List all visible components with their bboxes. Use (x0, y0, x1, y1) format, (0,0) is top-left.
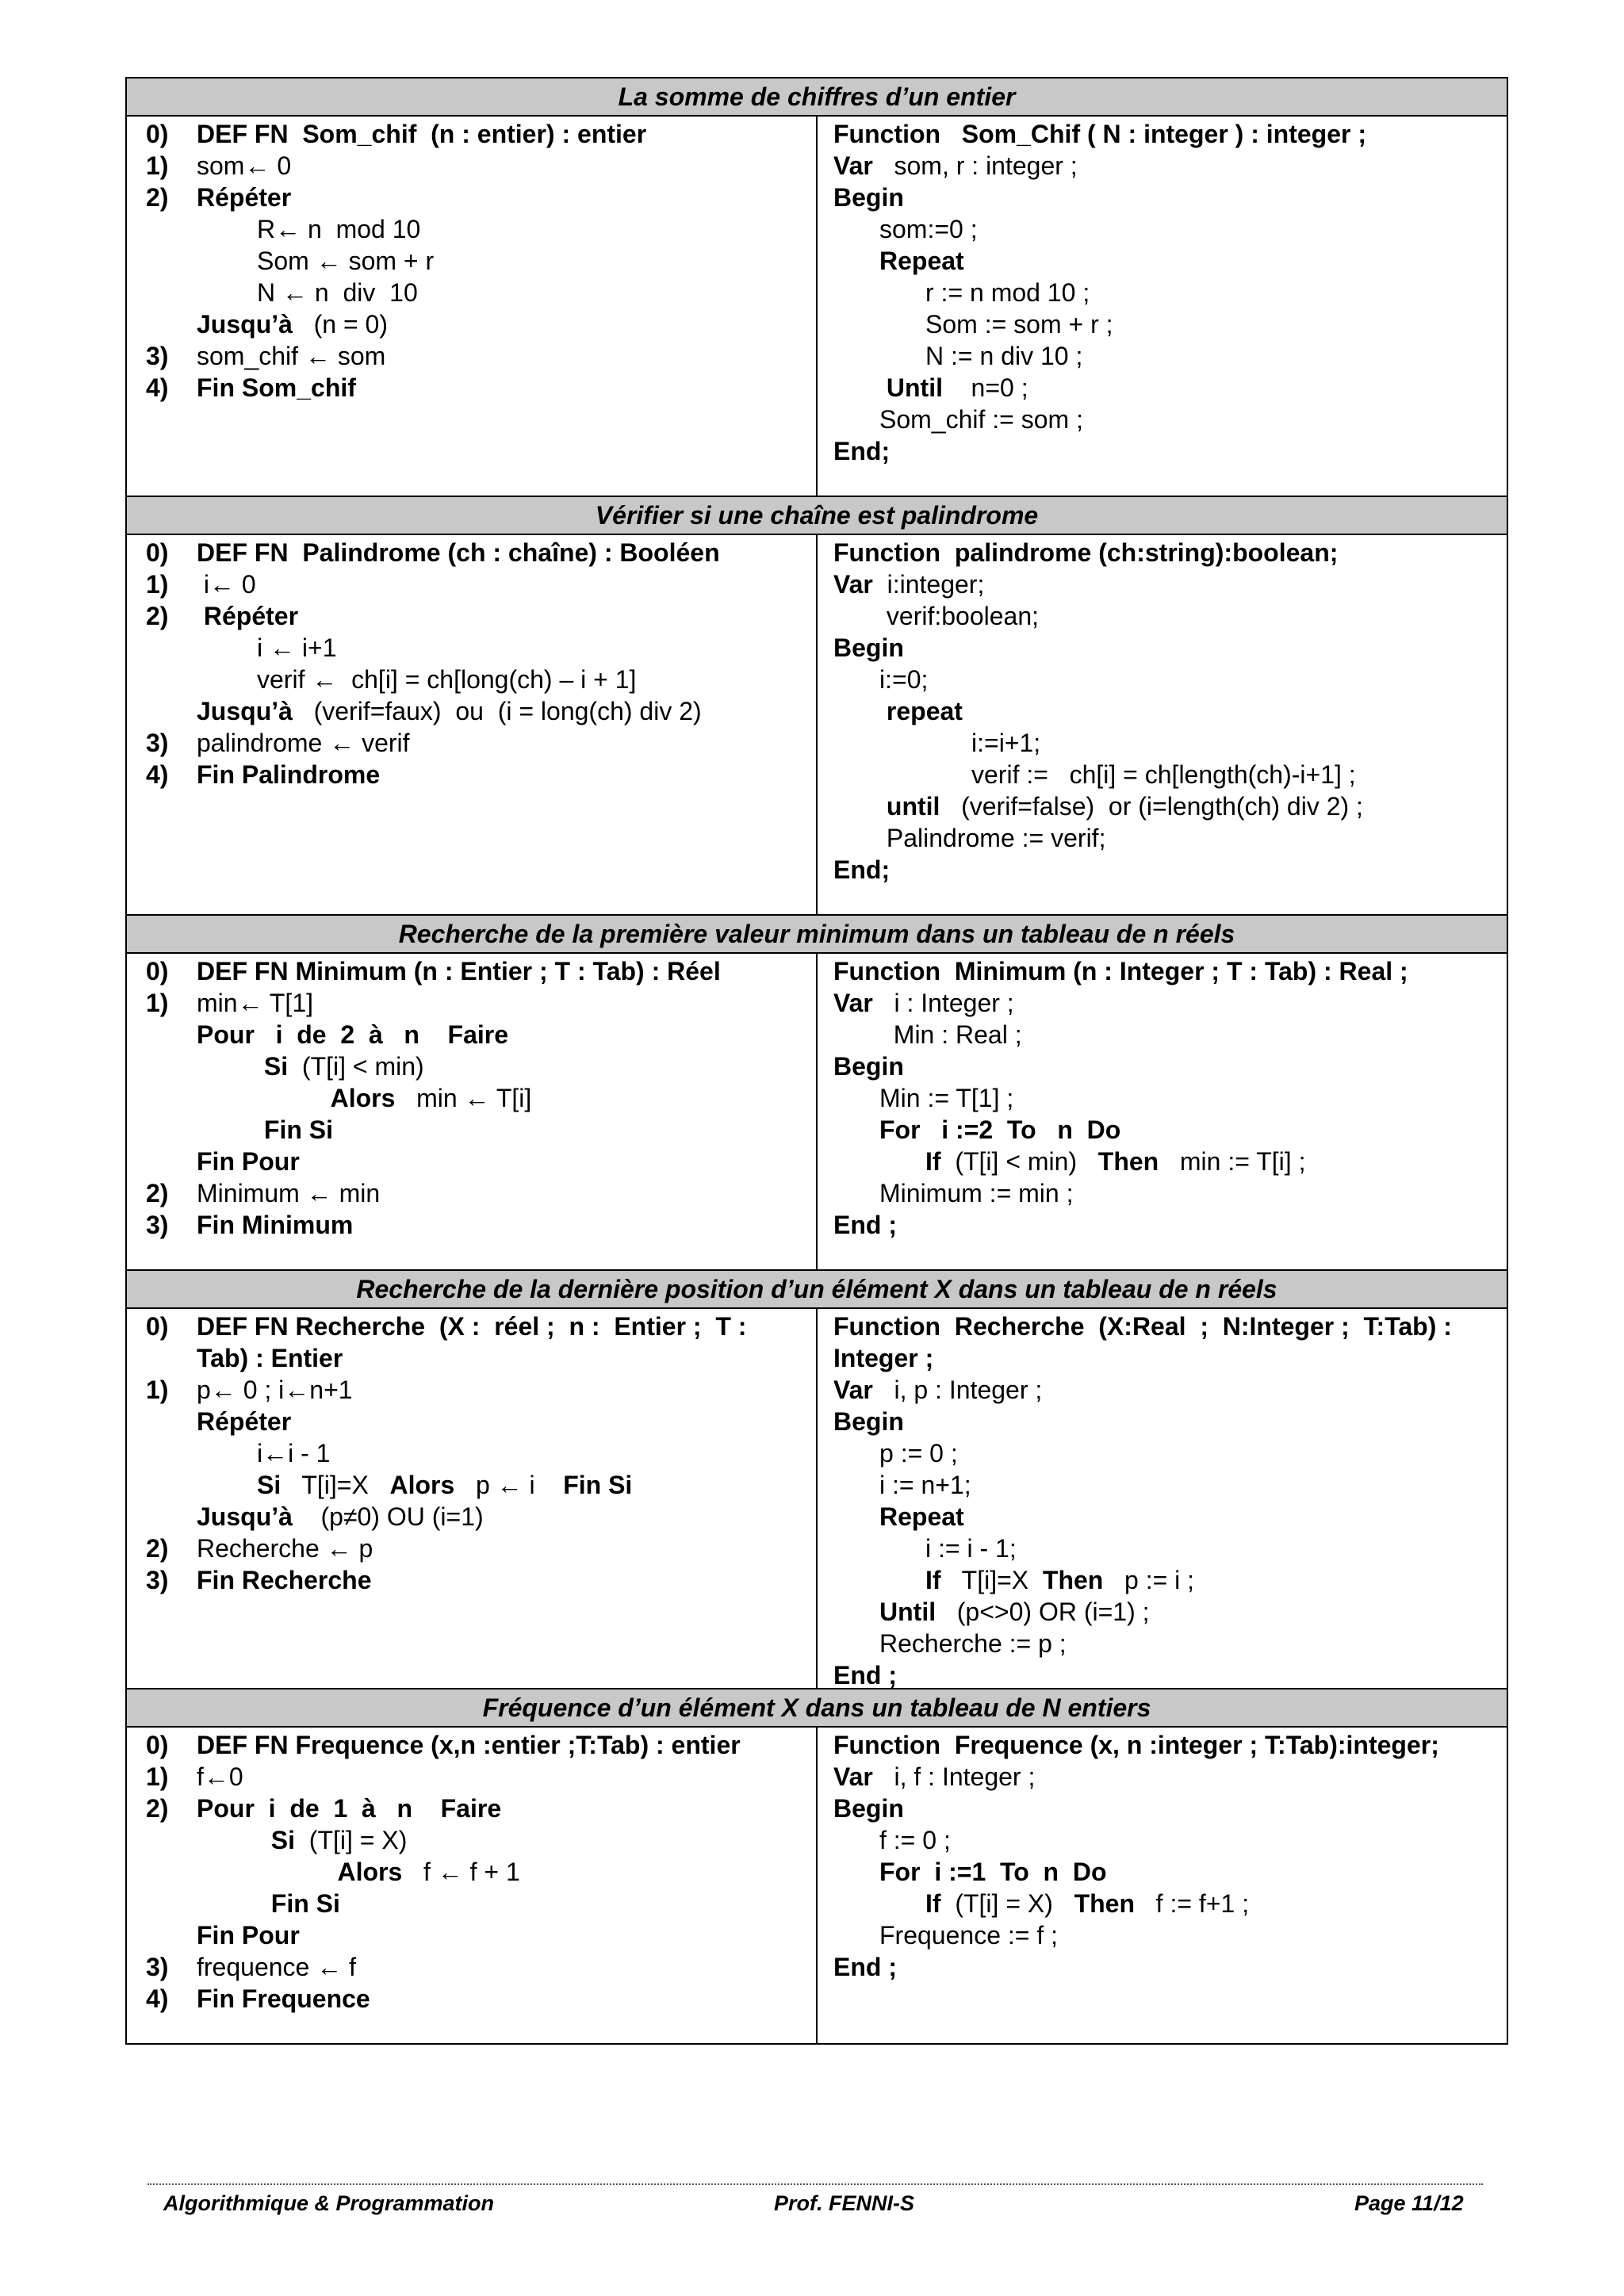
pascal-code-line (833, 955, 1408, 987)
pascal-code-line (925, 308, 1113, 340)
pascal-code-line (879, 1919, 1058, 1951)
code-text: min← T[1] (197, 989, 313, 1017)
footer-page-number: Page 11/12 (1354, 2191, 1464, 2215)
code-text: verif ← ch[i] = ch[long(ch) – i + 1] (257, 665, 637, 694)
code-text: Recherche := p ; (879, 1629, 1067, 1658)
algorithm-code-line (197, 695, 702, 727)
keyword-text: Fin Frequence (197, 1984, 370, 2013)
pascal-code-line (879, 1114, 1120, 1146)
keyword-text: DEF FN Minimum (n : Entier ; T : Tab) : Réel (197, 957, 721, 985)
pascal-code-line (925, 1888, 1249, 1919)
algorithm-code-line (197, 1177, 380, 1209)
keyword-text: Var (833, 989, 873, 1017)
code-text: i ← i+1 (257, 633, 337, 662)
code-text: min := T[i] ; (1159, 1147, 1306, 1176)
keyword-text: Var (833, 1762, 873, 1791)
step-number: 0) (146, 1731, 169, 1759)
pascal-column (817, 116, 1507, 496)
step-number: 2) (146, 602, 169, 630)
keyword-text: Begin (833, 1794, 904, 1823)
code-text: som← 0 (197, 151, 292, 180)
code-text: N := n div 10 ; (925, 342, 1083, 370)
code-text: som, r : integer ; (872, 151, 1078, 180)
section-title: Recherche de la première valeur minimum dans un tableau de n réels (126, 915, 1507, 953)
keyword-text: Until (879, 1598, 936, 1626)
pascal-code-line (879, 213, 978, 245)
algorithm-code-line (257, 1824, 407, 1856)
keyword-text: Function Minimum (n : Integer ; T : Tab) : Real ; (833, 957, 1408, 985)
keyword-text: Fin Pour (197, 1147, 300, 1176)
step-number: 0) (146, 957, 169, 985)
keyword-text: End; (833, 855, 891, 884)
code-text: Som_chif := som ; (879, 405, 1083, 434)
pascal-code-line (879, 1469, 971, 1501)
code-text: n=0 ; (942, 373, 1028, 402)
pascal-code-line (879, 1437, 958, 1469)
keyword-text: Répéter (197, 183, 292, 212)
code-text: (T[i] = X) (295, 1826, 408, 1854)
pascal-code-line (971, 727, 1040, 759)
section-title: La somme de chiffres d’un entier (126, 78, 1507, 116)
code-text: Som := som + r ; (925, 310, 1113, 339)
keyword-text: Répéter (197, 1407, 292, 1436)
pascal-code-line (833, 632, 904, 664)
algorithm-code-line (257, 1437, 330, 1469)
keyword-text: DEF FN Frequence (x,n :entier ;T:Tab) : entier (197, 1731, 741, 1759)
step-number: 3) (146, 729, 169, 757)
code-text: (T[i] = X) (940, 1889, 1074, 1918)
keyword-text: Fin Si (257, 1115, 333, 1144)
algorithm-code-line (197, 955, 721, 987)
algorithm-column (126, 1308, 817, 1689)
pascal-column (817, 1727, 1507, 2044)
keyword-text: Fin Som_chif (197, 373, 356, 402)
algorithm-code-line (197, 1983, 370, 2015)
pascal-code-line (833, 1951, 897, 1983)
pascal-code-line (833, 435, 890, 467)
pascal-code-line (833, 1761, 1035, 1793)
code-text: som:=0 ; (879, 215, 978, 243)
code-text: Minimum := min ; (879, 1179, 1074, 1207)
pascal-code-line (879, 664, 928, 695)
pascal-code-line (879, 790, 1363, 822)
pascal-code-line (879, 600, 1039, 632)
algorithm-code-line (257, 1469, 632, 1501)
code-text: T[i]=X (940, 1566, 1043, 1594)
algorithm-code-line (197, 1019, 508, 1050)
keyword-text: Function Frequence (x, n :integer ; T:Tab):integer; (833, 1731, 1439, 1759)
code-text: palindrome ← verif (197, 729, 410, 757)
algorithm-code-line (197, 1919, 300, 1951)
keyword-text: Integer ; (833, 1344, 934, 1372)
pascal-code-line (833, 1209, 897, 1241)
keyword-text: Si (257, 1052, 289, 1081)
pascal-code-line (925, 340, 1082, 372)
pascal-code-line (925, 1533, 1017, 1564)
keyword-text: Begin (833, 633, 904, 662)
code-text: i:integer; (872, 570, 985, 599)
pascal-code-line (879, 404, 1083, 435)
code-text: f := f+1 ; (1135, 1889, 1250, 1918)
algorithm-code-line (197, 1501, 484, 1533)
code-text: Min : Real ; (879, 1020, 1022, 1049)
algorithm-column (126, 116, 817, 496)
step-number: 3) (146, 1953, 169, 1981)
pascal-code-line (833, 1793, 904, 1824)
algorithm-code-line (257, 213, 420, 245)
algorithm-code-line (317, 1856, 520, 1888)
keyword-text: If (925, 1147, 941, 1176)
code-text: i := i - 1; (925, 1534, 1017, 1563)
step-number: 0) (146, 1312, 169, 1341)
code-text: Som ← som + r (257, 247, 435, 275)
pascal-column (817, 953, 1507, 1270)
keyword-text: Function Recherche (X:Real ; N:Integer ; T:Tab) : (833, 1312, 1452, 1341)
pascal-code-line (833, 854, 890, 886)
algorithm-code-line (197, 1311, 746, 1342)
pascal-code-line (879, 245, 964, 277)
code-text: f := 0 ; (879, 1826, 951, 1854)
algorithm-code-line (197, 568, 256, 600)
algorithm-code-line (197, 1406, 291, 1437)
code-text: min ← T[i] (395, 1084, 532, 1112)
code-text: (p<>0) OR (i=1) ; (936, 1598, 1150, 1626)
keyword-text: Jusqu’à (197, 1502, 293, 1531)
pascal-code-line (879, 1177, 1073, 1209)
step-number: 3) (146, 1211, 169, 1239)
step-number: 4) (146, 373, 169, 402)
code-text: (n = 0) (292, 310, 388, 339)
footer-course: Algorithmique & Programmation (163, 2191, 495, 2215)
algorithm-code-line (197, 340, 385, 372)
step-number: 0) (146, 120, 169, 148)
keyword-text: Var (833, 1376, 873, 1404)
code-text: Recherche ← p (197, 1534, 373, 1563)
step-number: 3) (146, 342, 169, 370)
algorithm-code-line (197, 1342, 343, 1374)
keyword-text: End ; (833, 1953, 897, 1981)
keyword-text: Repeat (879, 1502, 964, 1531)
algorithm-code-line (197, 987, 313, 1019)
pascal-code-line (879, 1501, 964, 1533)
code-text: f←0 (197, 1762, 243, 1791)
pascal-code-line (833, 1659, 897, 1691)
pascal-code-line (833, 1729, 1439, 1761)
step-number: 4) (146, 760, 169, 789)
code-text: f ← f + 1 (402, 1858, 520, 1886)
keyword-text: Until (879, 373, 943, 402)
keyword-text: Alors (389, 1471, 455, 1499)
code-text: i:=0; (879, 665, 929, 694)
code-text: p ← i (454, 1471, 564, 1499)
step-number: 1) (146, 989, 169, 1017)
keyword-text: Begin (833, 1052, 904, 1081)
algorithm-code-line (197, 1761, 243, 1793)
pascal-code-line (833, 568, 984, 600)
keyword-text: repeat (879, 697, 963, 725)
algorithm-code-line (197, 727, 410, 759)
keyword-text: End; (833, 437, 891, 465)
pascal-code-line (925, 277, 1090, 308)
algorithm-code-line (317, 1082, 531, 1114)
code-text: (verif=faux) ou (i = long(ch) div 2) (292, 697, 702, 725)
code-text: (p≠0) OU (i=1) (292, 1502, 484, 1531)
pascal-code-line (833, 1342, 933, 1374)
algorithm-code-line (197, 759, 380, 790)
algorithm-code-line (197, 537, 720, 568)
code-text: (T[i] < min) (288, 1052, 424, 1081)
keyword-text: If (925, 1889, 941, 1918)
pascal-code-line (833, 1374, 1042, 1406)
pascal-code-line (879, 822, 1105, 854)
section-title: Vérifier si une chaîne est palindrome (126, 496, 1507, 534)
section-title: Fréquence d’un élément X dans un tableau de N entiers (126, 1689, 1507, 1727)
pascal-code-line (833, 150, 1078, 182)
code-text: frequence ← f (197, 1953, 356, 1981)
algorithm-code-line (197, 182, 291, 213)
keyword-text: Si (257, 1826, 296, 1854)
code-text: r := n mod 10 ; (925, 278, 1090, 307)
algorithm-code-line (197, 150, 291, 182)
algorithm-code-line (197, 372, 356, 404)
algorithms-table (125, 77, 1508, 2045)
code-text: i, p : Integer ; (872, 1376, 1043, 1404)
pascal-code-line (879, 1019, 1022, 1050)
code-text: verif:boolean; (879, 602, 1040, 630)
keyword-text: Fin Minimum (197, 1211, 354, 1239)
algorithm-code-line (257, 277, 418, 308)
code-text: i : Integer ; (872, 989, 1014, 1017)
keyword-text: DEF FN Som_chif (n : entier) : entier (197, 120, 647, 148)
keyword-text: Then (1074, 1889, 1135, 1918)
keyword-text: End ; (833, 1661, 897, 1689)
keyword-text: Pour i de 2 à n Faire (197, 1020, 508, 1049)
keyword-text: Then (1042, 1566, 1104, 1594)
algorithm-code-line (257, 245, 434, 277)
code-text: i, f : Integer ; (872, 1762, 1036, 1791)
code-text: p := i ; (1103, 1566, 1195, 1594)
pascal-code-line (971, 759, 1356, 790)
footer-divider (147, 2183, 1483, 2185)
pascal-column (817, 1308, 1507, 1689)
step-number: 2) (146, 183, 169, 212)
algorithm-code-line (197, 1729, 741, 1761)
keyword-text: Fin Palindrome (197, 760, 381, 789)
algorithm-code-line (257, 1114, 333, 1146)
algorithm-code-line (257, 1888, 340, 1919)
code-text: i←i - 1 (257, 1439, 331, 1468)
keyword-text: Jusqu’à (197, 697, 293, 725)
algorithm-code-line (197, 1146, 300, 1177)
algorithm-code-line (257, 1050, 424, 1082)
algorithm-column (126, 1727, 817, 2044)
keyword-text: Si (257, 1471, 282, 1499)
keyword-text: Alors (317, 1084, 396, 1112)
pascal-code-line (879, 1596, 1150, 1628)
step-number: 2) (146, 1534, 169, 1563)
step-number: 2) (146, 1179, 169, 1207)
keyword-text: Fin Pour (197, 1921, 300, 1950)
step-number: 0) (146, 538, 169, 567)
step-number: 3) (146, 1566, 169, 1594)
code-text: som_chif ← som (197, 342, 386, 370)
code-text: N ← n div 10 (257, 278, 418, 307)
algorithm-code-line (197, 1951, 356, 1983)
keyword-text: Fin Recherche (197, 1566, 372, 1594)
keyword-text: Begin (833, 1407, 904, 1436)
code-text: Minimum ← min (197, 1179, 381, 1207)
keyword-text: For i :=1 To n Do (879, 1858, 1107, 1886)
pascal-code-line (879, 1628, 1067, 1659)
pascal-code-line (833, 1406, 904, 1437)
pascal-code-line (879, 1082, 1013, 1114)
pascal-code-line (879, 372, 1028, 404)
pascal-code-line (879, 695, 963, 727)
code-text: Palindrome := verif; (879, 824, 1106, 852)
keyword-text: DEF FN Recherche (X : réel ; n : Entier ; T : (197, 1312, 747, 1341)
keyword-text: Tab) : Entier (197, 1344, 343, 1372)
code-text: i := n+1; (879, 1471, 971, 1499)
step-number: 1) (146, 1376, 169, 1404)
keyword-text: Var (833, 151, 873, 180)
algorithm-code-line (197, 1533, 373, 1564)
step-number: 1) (146, 151, 169, 180)
keyword-text: Fin Si (257, 1889, 340, 1918)
algorithm-code-line (197, 1209, 353, 1241)
code-text: Frequence := f ; (879, 1921, 1059, 1950)
keyword-text: DEF FN Palindrome (ch : chaîne) : Booléen (197, 538, 720, 567)
code-text: (verif=false) or (i=length(ch) div 2) ; (940, 792, 1363, 821)
keyword-text: Function Som_Chif ( N : integer ) : integer ; (833, 120, 1366, 148)
pascal-code-line (833, 1050, 904, 1082)
algorithm-code-line (197, 600, 298, 632)
keyword-text: Alors (317, 1858, 403, 1886)
code-text: p := 0 ; (879, 1439, 958, 1468)
pascal-code-line (879, 1824, 951, 1856)
pascal-column (817, 534, 1507, 915)
algorithm-code-line (257, 664, 636, 695)
keyword-text: Jusqu’à (197, 310, 293, 339)
pascal-code-line (833, 537, 1338, 568)
step-number: 1) (146, 1762, 169, 1791)
algorithm-code-line (257, 632, 336, 664)
algorithm-column (126, 953, 817, 1270)
code-text: R← n mod 10 (257, 215, 421, 243)
code-text: p← 0 ; i←n+1 (197, 1376, 353, 1404)
algorithm-code-line (197, 1374, 353, 1406)
keyword-text: Var (833, 570, 873, 599)
code-text: i← 0 (197, 570, 256, 599)
code-text: T[i]=X (281, 1471, 390, 1499)
pascal-code-line (925, 1564, 1194, 1596)
code-text: i:=i+1; (971, 729, 1041, 757)
pascal-code-line (833, 182, 904, 213)
step-number: 2) (146, 1794, 169, 1823)
keyword-text: End ; (833, 1211, 897, 1239)
algorithm-code-line (197, 118, 646, 150)
pascal-code-line (833, 1311, 1452, 1342)
step-number: 4) (146, 1984, 169, 2013)
pascal-code-line (879, 1856, 1107, 1888)
step-number: 1) (146, 570, 169, 599)
section-title: Recherche de la dernière position d’un élément X dans un tableau de n réels (126, 1270, 1507, 1308)
keyword-text: Repeat (879, 247, 964, 275)
keyword-text: Pour i de 1 à n Faire (197, 1794, 502, 1823)
keyword-text: If (925, 1566, 941, 1594)
code-text: verif := ch[i] = ch[length(ch)-i+1] ; (971, 760, 1356, 789)
pascal-code-line (833, 118, 1366, 150)
pascal-code-line (833, 987, 1014, 1019)
keyword-text: For i :=2 To n Do (879, 1115, 1121, 1144)
algorithm-code-line (197, 1564, 372, 1596)
keyword-text: Begin (833, 183, 904, 212)
keyword-text: Répéter (197, 602, 299, 630)
keyword-text: Then (1097, 1147, 1159, 1176)
algorithm-code-line (197, 308, 388, 340)
pascal-code-line (925, 1146, 1305, 1177)
keyword-text: Fin Si (563, 1471, 633, 1499)
algorithm-column (126, 534, 817, 915)
code-text: Min := T[1] ; (879, 1084, 1014, 1112)
footer-author: Prof. FENNI-S (774, 2191, 915, 2215)
algorithm-code-line (197, 1793, 501, 1824)
keyword-text: Function palindrome (ch:string):boolean; (833, 538, 1339, 567)
keyword-text: until (879, 792, 940, 821)
code-text: (T[i] < min) (940, 1147, 1098, 1176)
